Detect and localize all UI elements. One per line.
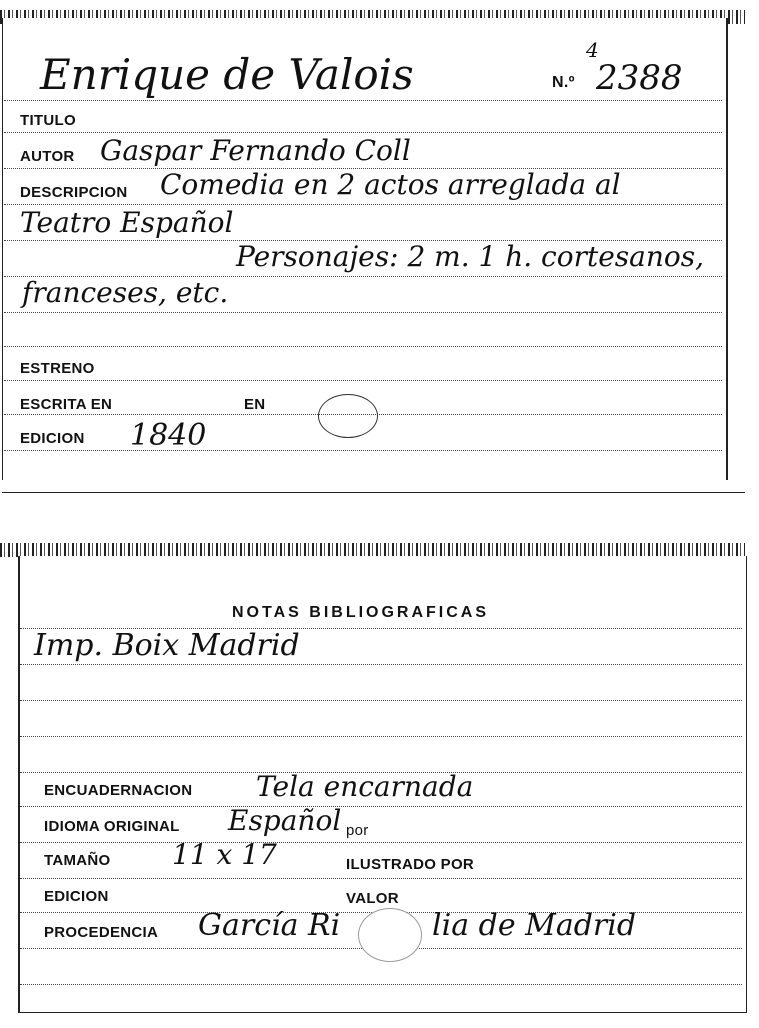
library-stamp-circle bbox=[318, 394, 378, 438]
ruled-line bbox=[20, 736, 742, 737]
ilustrado-por-label: ILUSTRADO POR bbox=[346, 856, 475, 873]
edicion-year: 1840 bbox=[130, 418, 207, 453]
descripcion-line-2: Teatro Español bbox=[20, 206, 234, 239]
ruled-line bbox=[4, 132, 722, 133]
card-top-edge-texture bbox=[0, 543, 745, 557]
tamano-label: TAMAÑO bbox=[44, 852, 111, 869]
ruled-line bbox=[4, 450, 722, 451]
card-title-handwritten: Enrique de Valois bbox=[40, 50, 414, 99]
catalog-number: 2388 bbox=[596, 58, 683, 98]
number-superscript: 4 bbox=[586, 38, 599, 62]
notas-heading: NOTAS BIBLIOGRAFICAS bbox=[232, 604, 490, 621]
number-label: N.º bbox=[552, 74, 575, 91]
ruled-line bbox=[4, 100, 722, 101]
ruled-line bbox=[20, 984, 742, 985]
procedencia-value-b: lia de Madrid bbox=[432, 908, 637, 943]
tamano-value: 11 x 17 bbox=[172, 838, 277, 871]
encuadernacion-value: Tela encarnada bbox=[256, 770, 474, 803]
card-separator bbox=[2, 492, 745, 493]
idioma-original-value: Español bbox=[228, 804, 342, 837]
ruled-line bbox=[20, 664, 742, 665]
descripcion-label: DESCRIPCION bbox=[20, 184, 128, 201]
ruled-line bbox=[20, 878, 742, 879]
ruled-line bbox=[4, 312, 722, 313]
estreno-label: ESTRENO bbox=[20, 360, 95, 377]
procedencia-value-a: García Ri bbox=[198, 908, 341, 943]
ruled-line bbox=[4, 346, 722, 347]
procedencia-label: PROCEDENCIA bbox=[44, 924, 159, 941]
notas-value: Imp. Boix Madrid bbox=[34, 628, 300, 663]
ruled-line bbox=[20, 842, 742, 843]
edicion-label: EDICION bbox=[20, 430, 85, 447]
titulo-label: TITULO bbox=[20, 112, 76, 129]
escrita-en-label: ESCRITA EN bbox=[20, 396, 113, 413]
ruled-line bbox=[20, 700, 742, 701]
descripcion-line-1: Comedia en 2 actos arreglada al bbox=[160, 168, 621, 201]
valor-label: VALOR bbox=[346, 890, 399, 907]
descripcion-line-3: Personajes: 2 m. 1 h. cortesanos, bbox=[236, 240, 705, 273]
redaction-blot bbox=[358, 908, 422, 962]
autor-value: Gaspar Fernando Coll bbox=[100, 134, 411, 167]
ruled-line bbox=[4, 380, 722, 381]
idioma-original-label: IDIOMA ORIGINAL bbox=[44, 818, 180, 835]
en-label: EN bbox=[244, 396, 266, 413]
encuadernacion-label: ENCUADERNACION bbox=[44, 782, 193, 799]
ruled-line bbox=[4, 204, 722, 205]
por-label: por bbox=[346, 822, 369, 839]
descripcion-line-4: franceses, etc. bbox=[22, 276, 229, 309]
ruled-line bbox=[20, 806, 742, 807]
edicion-label-2: EDICION bbox=[44, 888, 109, 905]
autor-label: AUTOR bbox=[20, 148, 75, 165]
